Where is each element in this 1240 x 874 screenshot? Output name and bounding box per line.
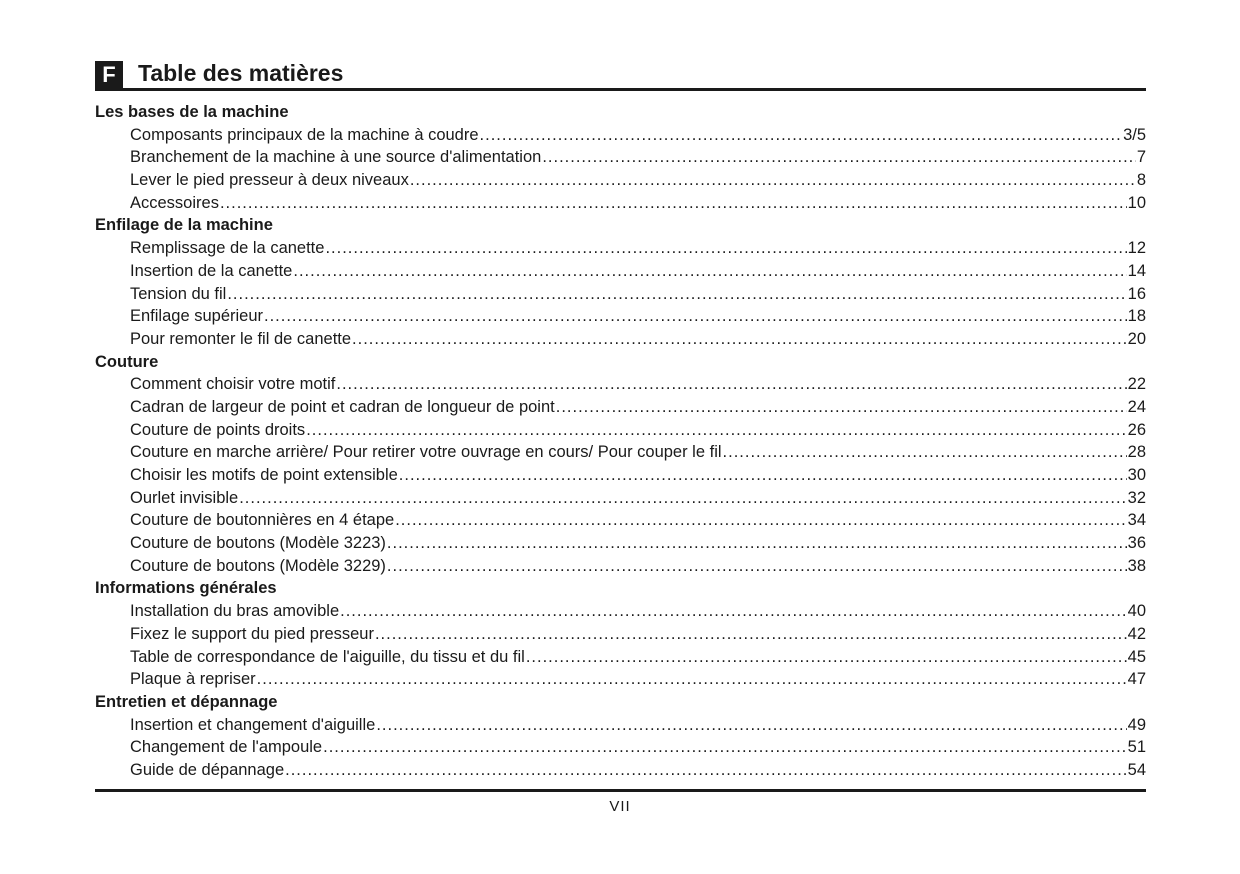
toc-entry[interactable] bbox=[95, 509, 1146, 532]
toc-entry[interactable] bbox=[95, 532, 1146, 555]
toc-entry[interactable] bbox=[95, 192, 1146, 215]
dot-leader bbox=[387, 555, 1127, 578]
entry-page-number: 32 bbox=[1127, 488, 1146, 507]
entry-title: Couture de boutonnières en 4 étape bbox=[130, 511, 395, 530]
toc-entry[interactable] bbox=[95, 555, 1146, 578]
section-title: Couture bbox=[95, 352, 159, 371]
toc-entry[interactable] bbox=[95, 487, 1146, 510]
toc-entry[interactable] bbox=[95, 441, 1146, 464]
section-title: Entretien et dépannage bbox=[95, 692, 278, 711]
language-badge: F bbox=[95, 61, 123, 88]
entry-title: Accessoires bbox=[130, 193, 219, 212]
table-of-contents bbox=[95, 101, 1146, 782]
entry-page-number: 24 bbox=[1127, 397, 1146, 416]
entry-page-number: 28 bbox=[1127, 443, 1146, 462]
dot-leader bbox=[723, 441, 1127, 464]
entry-title: Insertion de la canette bbox=[130, 261, 293, 280]
entry-title: Couture de boutons (Modèle 3223) bbox=[130, 534, 386, 553]
dot-leader bbox=[264, 305, 1127, 328]
entry-page-number: 51 bbox=[1127, 738, 1146, 757]
entry-title: Comment choisir votre motif bbox=[130, 375, 336, 394]
toc-entry[interactable] bbox=[95, 623, 1146, 646]
entry-title: Enfilage supérieur bbox=[130, 307, 263, 326]
entry-title: Lever le pied presseur à deux niveaux bbox=[130, 171, 409, 190]
entry-page-number: 47 bbox=[1127, 670, 1146, 689]
page-number: VII bbox=[609, 798, 631, 815]
entry-title: Couture de boutons (Modèle 3229) bbox=[130, 556, 386, 575]
entry-page-number: 38 bbox=[1127, 556, 1146, 575]
dot-leader bbox=[410, 169, 1136, 192]
section-title: Informations générales bbox=[95, 579, 277, 598]
toc-entry[interactable] bbox=[95, 237, 1146, 260]
toc-section bbox=[95, 214, 1146, 350]
dot-leader bbox=[323, 736, 1127, 759]
toc-entry[interactable] bbox=[95, 169, 1146, 192]
toc-section bbox=[95, 351, 1146, 578]
toc-entry[interactable] bbox=[95, 328, 1146, 351]
entry-page-number: 49 bbox=[1127, 715, 1146, 734]
dot-leader bbox=[239, 487, 1126, 510]
dot-leader bbox=[399, 464, 1127, 487]
entry-title: Guide de dépannage bbox=[130, 760, 285, 779]
entry-page-number: 22 bbox=[1127, 375, 1146, 394]
dot-leader bbox=[480, 124, 1123, 147]
dot-leader bbox=[325, 237, 1126, 260]
toc-section bbox=[95, 577, 1146, 690]
entry-title: Couture en marche arrière/ Pour retirer votre ouvrage en cours/ Pour couper le fil bbox=[130, 443, 722, 462]
toc-entry[interactable] bbox=[95, 646, 1146, 669]
entry-page-number: 45 bbox=[1127, 647, 1146, 666]
dot-leader bbox=[336, 373, 1126, 396]
toc-entry[interactable] bbox=[95, 419, 1146, 442]
entry-page-number: 36 bbox=[1127, 534, 1146, 553]
entry-title: Branchement de la machine à une source d'alimentation bbox=[130, 148, 542, 167]
entry-title: Pour remonter le fil de canette bbox=[130, 329, 352, 348]
entry-page-number: 16 bbox=[1127, 284, 1146, 303]
entry-title: Remplissage de la canette bbox=[130, 239, 325, 258]
dot-leader bbox=[375, 623, 1127, 646]
page-title: Table des matières bbox=[138, 60, 344, 86]
section-title: Les bases de la machine bbox=[95, 103, 289, 121]
entry-page-number: 14 bbox=[1127, 261, 1146, 280]
dot-leader bbox=[340, 600, 1127, 623]
toc-entry[interactable] bbox=[95, 714, 1146, 737]
dot-leader bbox=[293, 260, 1126, 283]
entry-title: Cadran de largeur de point et cadran de longueur de point bbox=[130, 397, 555, 416]
entry-title: Insertion et changement d'aiguille bbox=[130, 715, 376, 734]
toc-entry[interactable] bbox=[95, 283, 1146, 306]
entry-page-number: 54 bbox=[1127, 760, 1146, 779]
toc-section bbox=[95, 101, 1146, 214]
toc-entry[interactable] bbox=[95, 305, 1146, 328]
entry-title: Plaque à repriser bbox=[130, 670, 256, 689]
dot-leader bbox=[306, 419, 1126, 442]
toc-entry[interactable] bbox=[95, 759, 1146, 782]
toc-entry[interactable] bbox=[95, 146, 1146, 169]
toc-section bbox=[95, 691, 1146, 782]
page-header bbox=[95, 59, 1146, 87]
entry-title: Couture de points droits bbox=[130, 420, 306, 439]
dot-leader bbox=[220, 192, 1127, 215]
toc-entry[interactable] bbox=[95, 124, 1146, 147]
toc-entry[interactable] bbox=[95, 260, 1146, 283]
entry-title: Changement de l'ampoule bbox=[130, 738, 323, 757]
entry-page-number: 26 bbox=[1127, 420, 1146, 439]
dot-leader bbox=[285, 759, 1127, 782]
entry-page-number: 18 bbox=[1127, 307, 1146, 326]
entry-title: Installation du bras amovible bbox=[130, 602, 340, 621]
entry-page-number: 3/5 bbox=[1123, 125, 1146, 144]
entry-page-number: 12 bbox=[1127, 239, 1146, 258]
dot-leader bbox=[376, 714, 1126, 737]
entry-title: Fixez le support du pied presseur bbox=[130, 624, 374, 643]
entry-page-number: 42 bbox=[1127, 624, 1146, 643]
entry-title: Choisir les motifs de point extensible bbox=[130, 466, 398, 484]
section-title: Enfilage de la machine bbox=[95, 216, 273, 235]
dot-leader bbox=[395, 509, 1126, 532]
entry-page-number: 40 bbox=[1127, 602, 1146, 621]
toc-entry[interactable] bbox=[95, 373, 1146, 396]
entry-page-number: 7 bbox=[1136, 148, 1146, 167]
toc-entry[interactable] bbox=[95, 736, 1146, 759]
toc-entry[interactable] bbox=[95, 464, 1146, 487]
toc-entry[interactable] bbox=[95, 600, 1146, 623]
entry-page-number: 20 bbox=[1127, 329, 1146, 348]
footer-divider bbox=[95, 789, 1146, 792]
toc-entry[interactable] bbox=[95, 668, 1146, 691]
dot-leader bbox=[227, 283, 1126, 306]
dot-leader bbox=[542, 146, 1135, 169]
dot-leader bbox=[526, 646, 1127, 669]
entry-title: Table de correspondance de l'aiguille, du tissu et du fil bbox=[130, 647, 525, 666]
entry-page-number: 34 bbox=[1127, 511, 1146, 530]
dot-leader bbox=[257, 668, 1127, 691]
dot-leader bbox=[556, 396, 1127, 419]
entry-title: Composants principaux de la machine à coudre bbox=[130, 125, 479, 144]
entry-page-number: 8 bbox=[1136, 171, 1146, 190]
entry-title: Ourlet invisible bbox=[130, 488, 239, 507]
entry-page-number: 30 bbox=[1127, 466, 1146, 484]
entry-title: Tension du fil bbox=[130, 284, 227, 303]
entry-page-number: 10 bbox=[1127, 193, 1146, 212]
dot-leader bbox=[352, 328, 1127, 351]
dot-leader bbox=[387, 532, 1127, 555]
toc-entry[interactable] bbox=[95, 396, 1146, 419]
header-divider bbox=[95, 88, 1146, 91]
